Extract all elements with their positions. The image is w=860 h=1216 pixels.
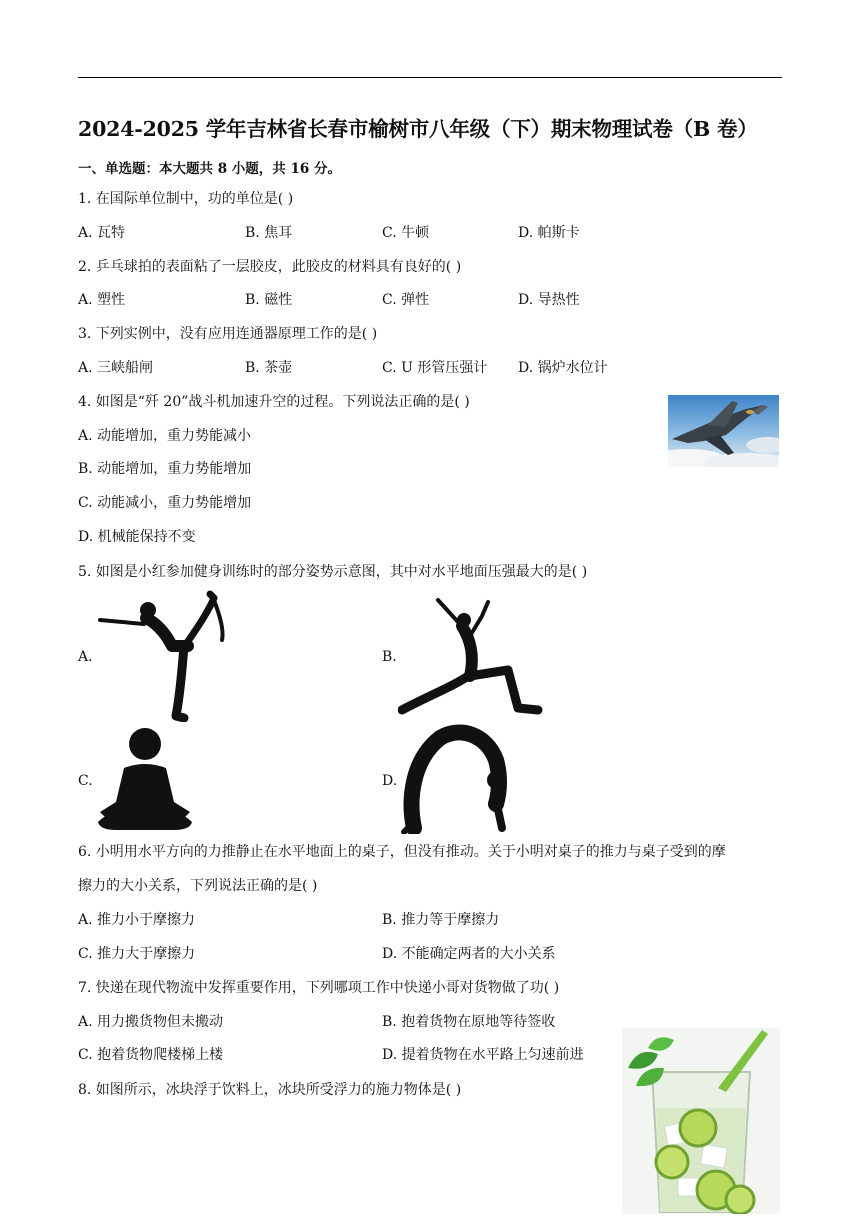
option-c: C. 抱着货物爬楼梯上楼 [78,1047,224,1063]
option-a: A. 推力小于摩擦力 [78,912,196,928]
question-stem: 6. 小明用水平方向的力推静止在水平地面上的桌子，但没有推动。关于小明对桌子的推力与桌子受到的摩 [78,844,726,860]
question-stem: 4. 如图是“歼 20”战斗机加速升空的过程。下列说法正确的是( ) [78,394,470,410]
yoga-backbend-pose-icon [400,720,512,834]
question-stem: 7. 快递在现代物流中发挥重要作用，下列哪项工作中快递小哥对货物做了功( ) [78,980,560,996]
option-c: C. [78,773,93,789]
question-stem: 5. 如图是小红参加健身训练时的部分姿势示意图，其中对水平地面压强最大的是( ) [78,564,588,580]
question-stem: 2. 乒乓球拍的表面粘了一层胶皮，此胶皮的材料具有良好的( ) [78,259,462,275]
question-stem-continued: 擦力的大小关系，下列说法正确的是( ) [78,878,318,894]
question-stem: 1. 在国际单位制中，功的单位是( ) [78,191,294,207]
option-b: B. 磁性 [245,292,293,308]
option-a: A. 用力搬货物但未搬动 [78,1014,224,1030]
fighter-jet-image [668,395,779,467]
option-b: B. 焦耳 [245,225,293,241]
option-b: B. 茶壶 [245,360,293,376]
question-stem: 3. 下列实例中，没有应用连通器原理工作的是( ) [78,326,378,342]
option-a: A. 动能增加，重力势能减小 [78,428,252,444]
option-d: D. 导热性 [518,292,580,308]
section-heading: 一、单选题：本大题共 8 小题，共 16 分。 [78,161,341,177]
question-stem: 8. 如图所示，冰块浮于饮料上，冰块所受浮力的施力物体是( ) [78,1082,462,1098]
option-c: C. 动能减小，重力势能增加 [78,495,252,511]
option-b: B. 推力等于摩擦力 [382,912,500,928]
option-d: D. 机械能保持不变 [78,529,196,545]
option-b: B. 抱着货物在原地等待签收 [382,1014,556,1030]
option-d: D. 不能确定两者的大小关系 [382,946,556,962]
yoga-dancer-pose-icon [96,590,231,722]
option-c: C. 牛顿 [382,225,430,241]
option-d: D. 帕斯卡 [518,225,580,241]
option-c: C. 弹性 [382,292,430,308]
option-a: A. 塑性 [78,292,126,308]
option-d: D. 锅炉水位计 [518,360,608,376]
option-d: D. [382,773,398,789]
option-b: B. 动能增加，重力势能增加 [78,461,252,477]
option-a: A. 瓦特 [78,225,126,241]
option-c: C. U 形管压强计 [382,360,488,376]
option-c: C. 推力大于摩擦力 [78,946,196,962]
option-b: B. [382,649,397,665]
option-a: A. 三峡船闸 [78,360,154,376]
header-rule [78,77,782,78]
page-title: 2024-2025 学年吉林省长春市榆树市八年级（下）期末物理试卷（B 卷） [78,117,758,141]
yoga-lotus-pose-icon [94,726,196,832]
option-a: A. [78,649,93,665]
yoga-lunge-pose-icon [398,596,543,718]
iced-drink-image [622,1028,780,1214]
option-d: D. 提着货物在水平路上匀速前进 [382,1047,584,1063]
